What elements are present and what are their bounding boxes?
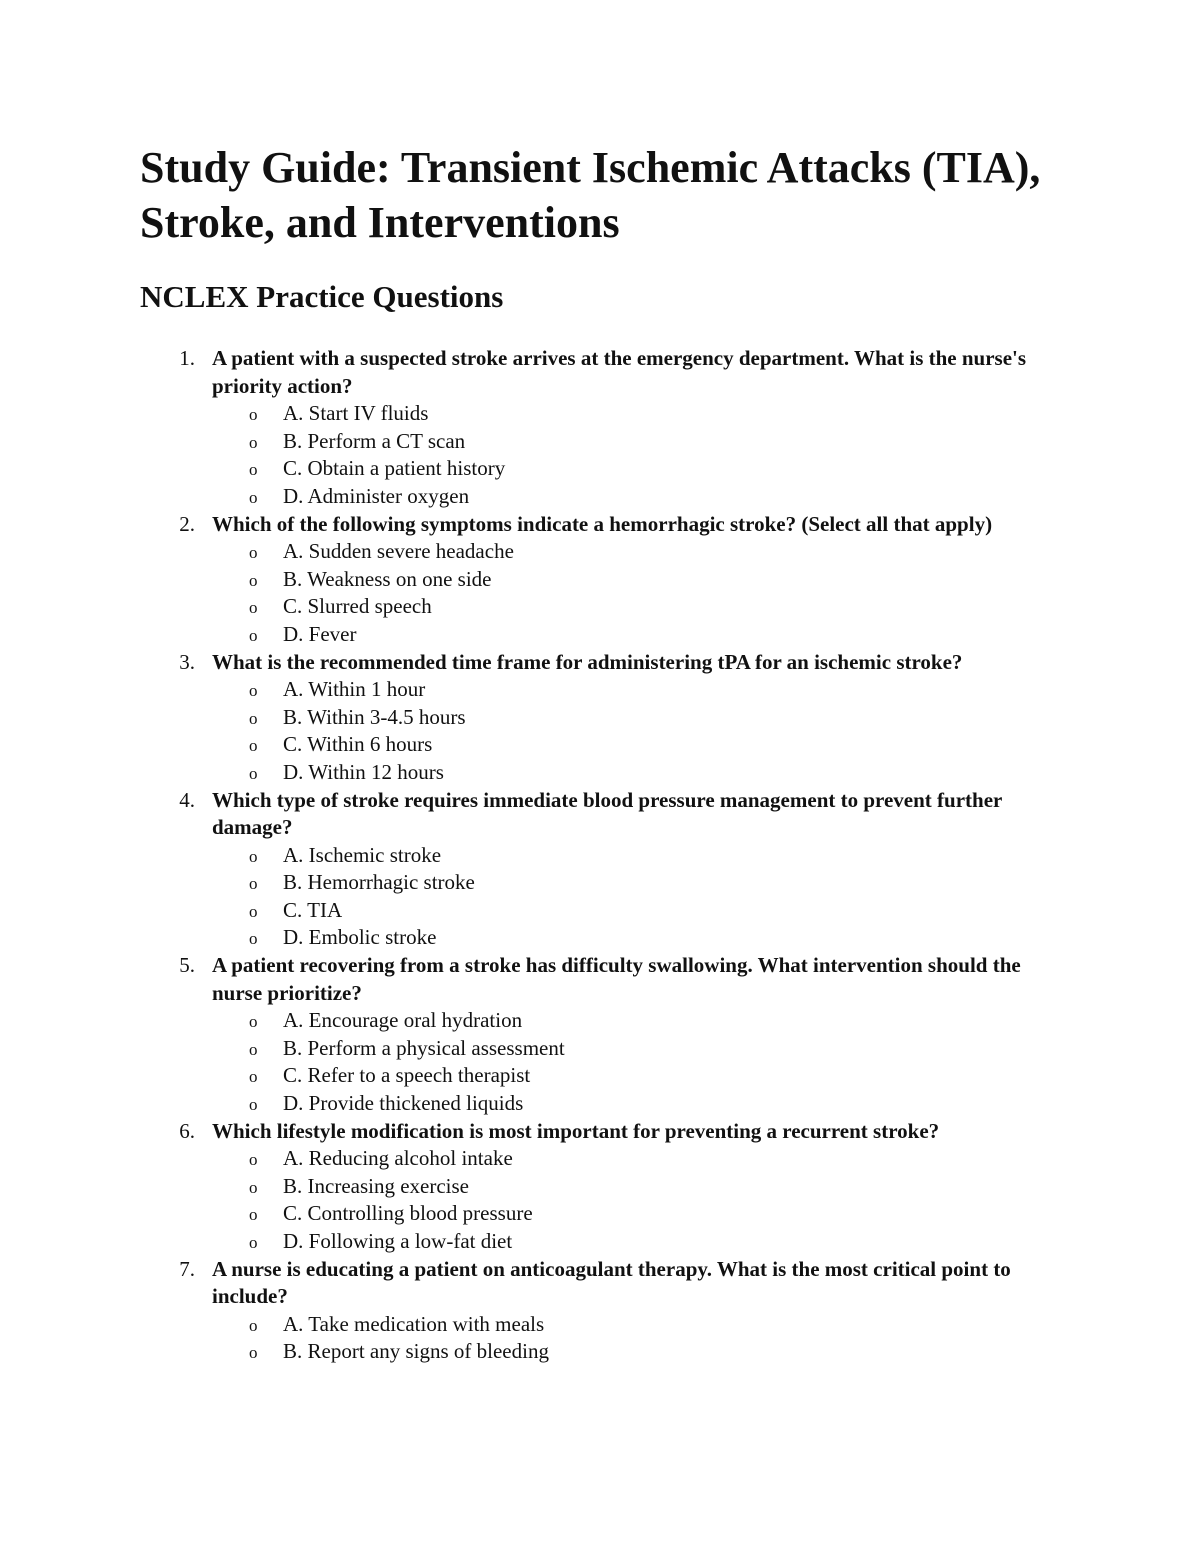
answer-option	[0, 593, 1200, 621]
answer-option	[0, 1228, 1200, 1256]
circle-bullet-icon: o	[249, 598, 258, 618]
question-item	[0, 345, 1200, 511]
answer-option	[0, 759, 1200, 787]
answer-option-text: B. Perform a physical assessment	[283, 1035, 565, 1060]
circle-bullet-icon: o	[249, 570, 258, 590]
question-number: 4.	[179, 787, 195, 812]
answer-option	[0, 1200, 1200, 1228]
circle-bullet-icon: o	[249, 1012, 258, 1032]
question-text: Which lifestyle modification is most important for preventing a recurrent stroke?	[212, 1118, 940, 1143]
answer-option-text: C. Controlling blood pressure	[283, 1201, 533, 1226]
answer-options	[0, 1145, 1200, 1255]
answer-option	[0, 1035, 1200, 1063]
answer-option-text: B. Increasing exercise	[283, 1173, 469, 1198]
question-number: 3.	[179, 649, 195, 674]
question-item	[0, 1118, 1200, 1256]
answer-option	[0, 1173, 1200, 1201]
circle-bullet-icon: o	[249, 1343, 258, 1363]
question-text: A patient recovering from a stroke has difficulty swallowing. What intervention should the nurse prioritize?	[212, 953, 1021, 1005]
answer-option	[0, 1062, 1200, 1090]
answer-option	[0, 455, 1200, 483]
document-title: Study Guide: Transient Ischemic Attacks (TIA), Stroke, and Interventions	[140, 143, 1041, 247]
question-text: Which type of stroke requires immediate blood pressure management to prevent further damage?	[212, 787, 1002, 840]
circle-bullet-icon: o	[249, 1039, 258, 1059]
answer-option	[0, 676, 1200, 704]
circle-bullet-icon: o	[249, 1150, 258, 1170]
answer-option	[0, 704, 1200, 732]
answer-option-text: B. Within 3-4.5 hours	[283, 704, 466, 729]
answer-option	[0, 400, 1200, 428]
answer-option	[0, 842, 1200, 870]
answer-options	[0, 842, 1200, 952]
question-text: Which of the following symptoms indicate a hemorrhagic stroke? (Select all that apply)	[212, 511, 993, 536]
circle-bullet-icon: o	[249, 1315, 258, 1335]
answer-option	[0, 1090, 1200, 1118]
question-number: 7.	[179, 1256, 195, 1281]
answer-option-text: B. Perform a CT scan	[283, 428, 466, 453]
answer-option	[0, 483, 1200, 511]
answer-option	[0, 897, 1200, 925]
circle-bullet-icon: o	[249, 929, 258, 949]
answer-option-text: D. Within 12 hours	[283, 759, 444, 784]
answer-option-text: A. Reducing alcohol intake	[283, 1146, 513, 1171]
question-item	[0, 649, 1200, 787]
answer-option	[0, 621, 1200, 649]
circle-bullet-icon: o	[249, 846, 258, 866]
circle-bullet-icon: o	[249, 763, 258, 783]
answer-option-text: C. Within 6 hours	[283, 732, 433, 757]
answer-option-text: C. TIA	[283, 897, 343, 922]
answer-option-text: A. Ischemic stroke	[283, 842, 442, 867]
answer-option	[0, 1007, 1200, 1035]
circle-bullet-icon: o	[249, 1233, 258, 1252]
answer-option	[0, 428, 1200, 456]
circle-bullet-icon: o	[249, 1067, 258, 1087]
answer-option	[0, 924, 1200, 952]
question-item	[0, 1256, 1200, 1366]
answer-option-text: A. Start IV fluids	[283, 401, 429, 426]
answer-option-text: A. Within 1 hour	[283, 677, 426, 702]
circle-bullet-icon: o	[249, 874, 258, 894]
question-item	[0, 952, 1200, 1118]
circle-bullet-icon: o	[249, 460, 258, 480]
answer-option	[0, 869, 1200, 897]
answer-option-text: D. Following a low-fat diet	[283, 1229, 513, 1253]
answer-option	[0, 731, 1200, 759]
question-number: 1.	[179, 346, 195, 370]
circle-bullet-icon: o	[249, 708, 258, 728]
question-number: 2.	[179, 511, 195, 536]
question-item	[0, 511, 1200, 649]
question-number: 5.	[179, 953, 195, 978]
question-text: A nurse is educating a patient on anticoagulant therapy. What is the most critical point to include?	[212, 1256, 1011, 1309]
answer-option-text: D. Provide thickened liquids	[283, 1091, 524, 1116]
answer-option	[0, 1338, 1200, 1366]
answer-option-text: B. Weakness on one side	[283, 566, 492, 591]
answer-option	[0, 1311, 1200, 1339]
answer-option-text: D. Fever	[283, 621, 357, 646]
answer-options	[0, 1007, 1200, 1117]
circle-bullet-icon: o	[249, 432, 258, 452]
answer-option-text: A. Sudden severe headache	[283, 539, 514, 564]
section-heading: NCLEX Practice Questions	[140, 279, 504, 314]
question-text: A patient with a suspected stroke arrives at the emergency department. What is the nurse's priority action?	[212, 346, 1027, 398]
question-number: 6.	[179, 1118, 195, 1143]
question-item	[0, 787, 1200, 953]
answer-option-text: B. Report any signs of bleeding	[283, 1339, 549, 1364]
question-list	[0, 345, 1200, 1366]
circle-bullet-icon: o	[249, 1095, 258, 1115]
circle-bullet-icon: o	[249, 487, 258, 507]
answer-option-text: B. Hemorrhagic stroke	[283, 870, 475, 895]
question-text: What is the recommended time frame for administering tPA for an ischemic stroke?	[212, 649, 963, 674]
circle-bullet-icon: o	[249, 681, 258, 701]
answer-option-text: C. Obtain a patient history	[283, 456, 506, 481]
circle-bullet-icon: o	[249, 1205, 258, 1225]
answer-options	[0, 538, 1200, 648]
circle-bullet-icon: o	[249, 901, 258, 921]
circle-bullet-icon: o	[249, 736, 258, 756]
answer-option-text: A. Take medication with meals	[283, 1311, 545, 1336]
answer-option	[0, 538, 1200, 566]
answer-option-text: D. Embolic stroke	[283, 925, 437, 950]
circle-bullet-icon: o	[249, 405, 258, 425]
circle-bullet-icon: o	[249, 543, 258, 563]
answer-options	[0, 676, 1200, 786]
answer-option-text: C. Slurred speech	[283, 594, 432, 619]
answer-option	[0, 566, 1200, 594]
answer-option	[0, 1145, 1200, 1173]
answer-option-text: D. Administer oxygen	[283, 483, 470, 508]
answer-option-text: C. Refer to a speech therapist	[283, 1063, 531, 1088]
circle-bullet-icon: o	[249, 625, 258, 645]
answer-options	[0, 1311, 1200, 1366]
answer-options	[0, 400, 1200, 510]
answer-option-text: A. Encourage oral hydration	[283, 1008, 523, 1033]
circle-bullet-icon: o	[249, 1177, 258, 1197]
